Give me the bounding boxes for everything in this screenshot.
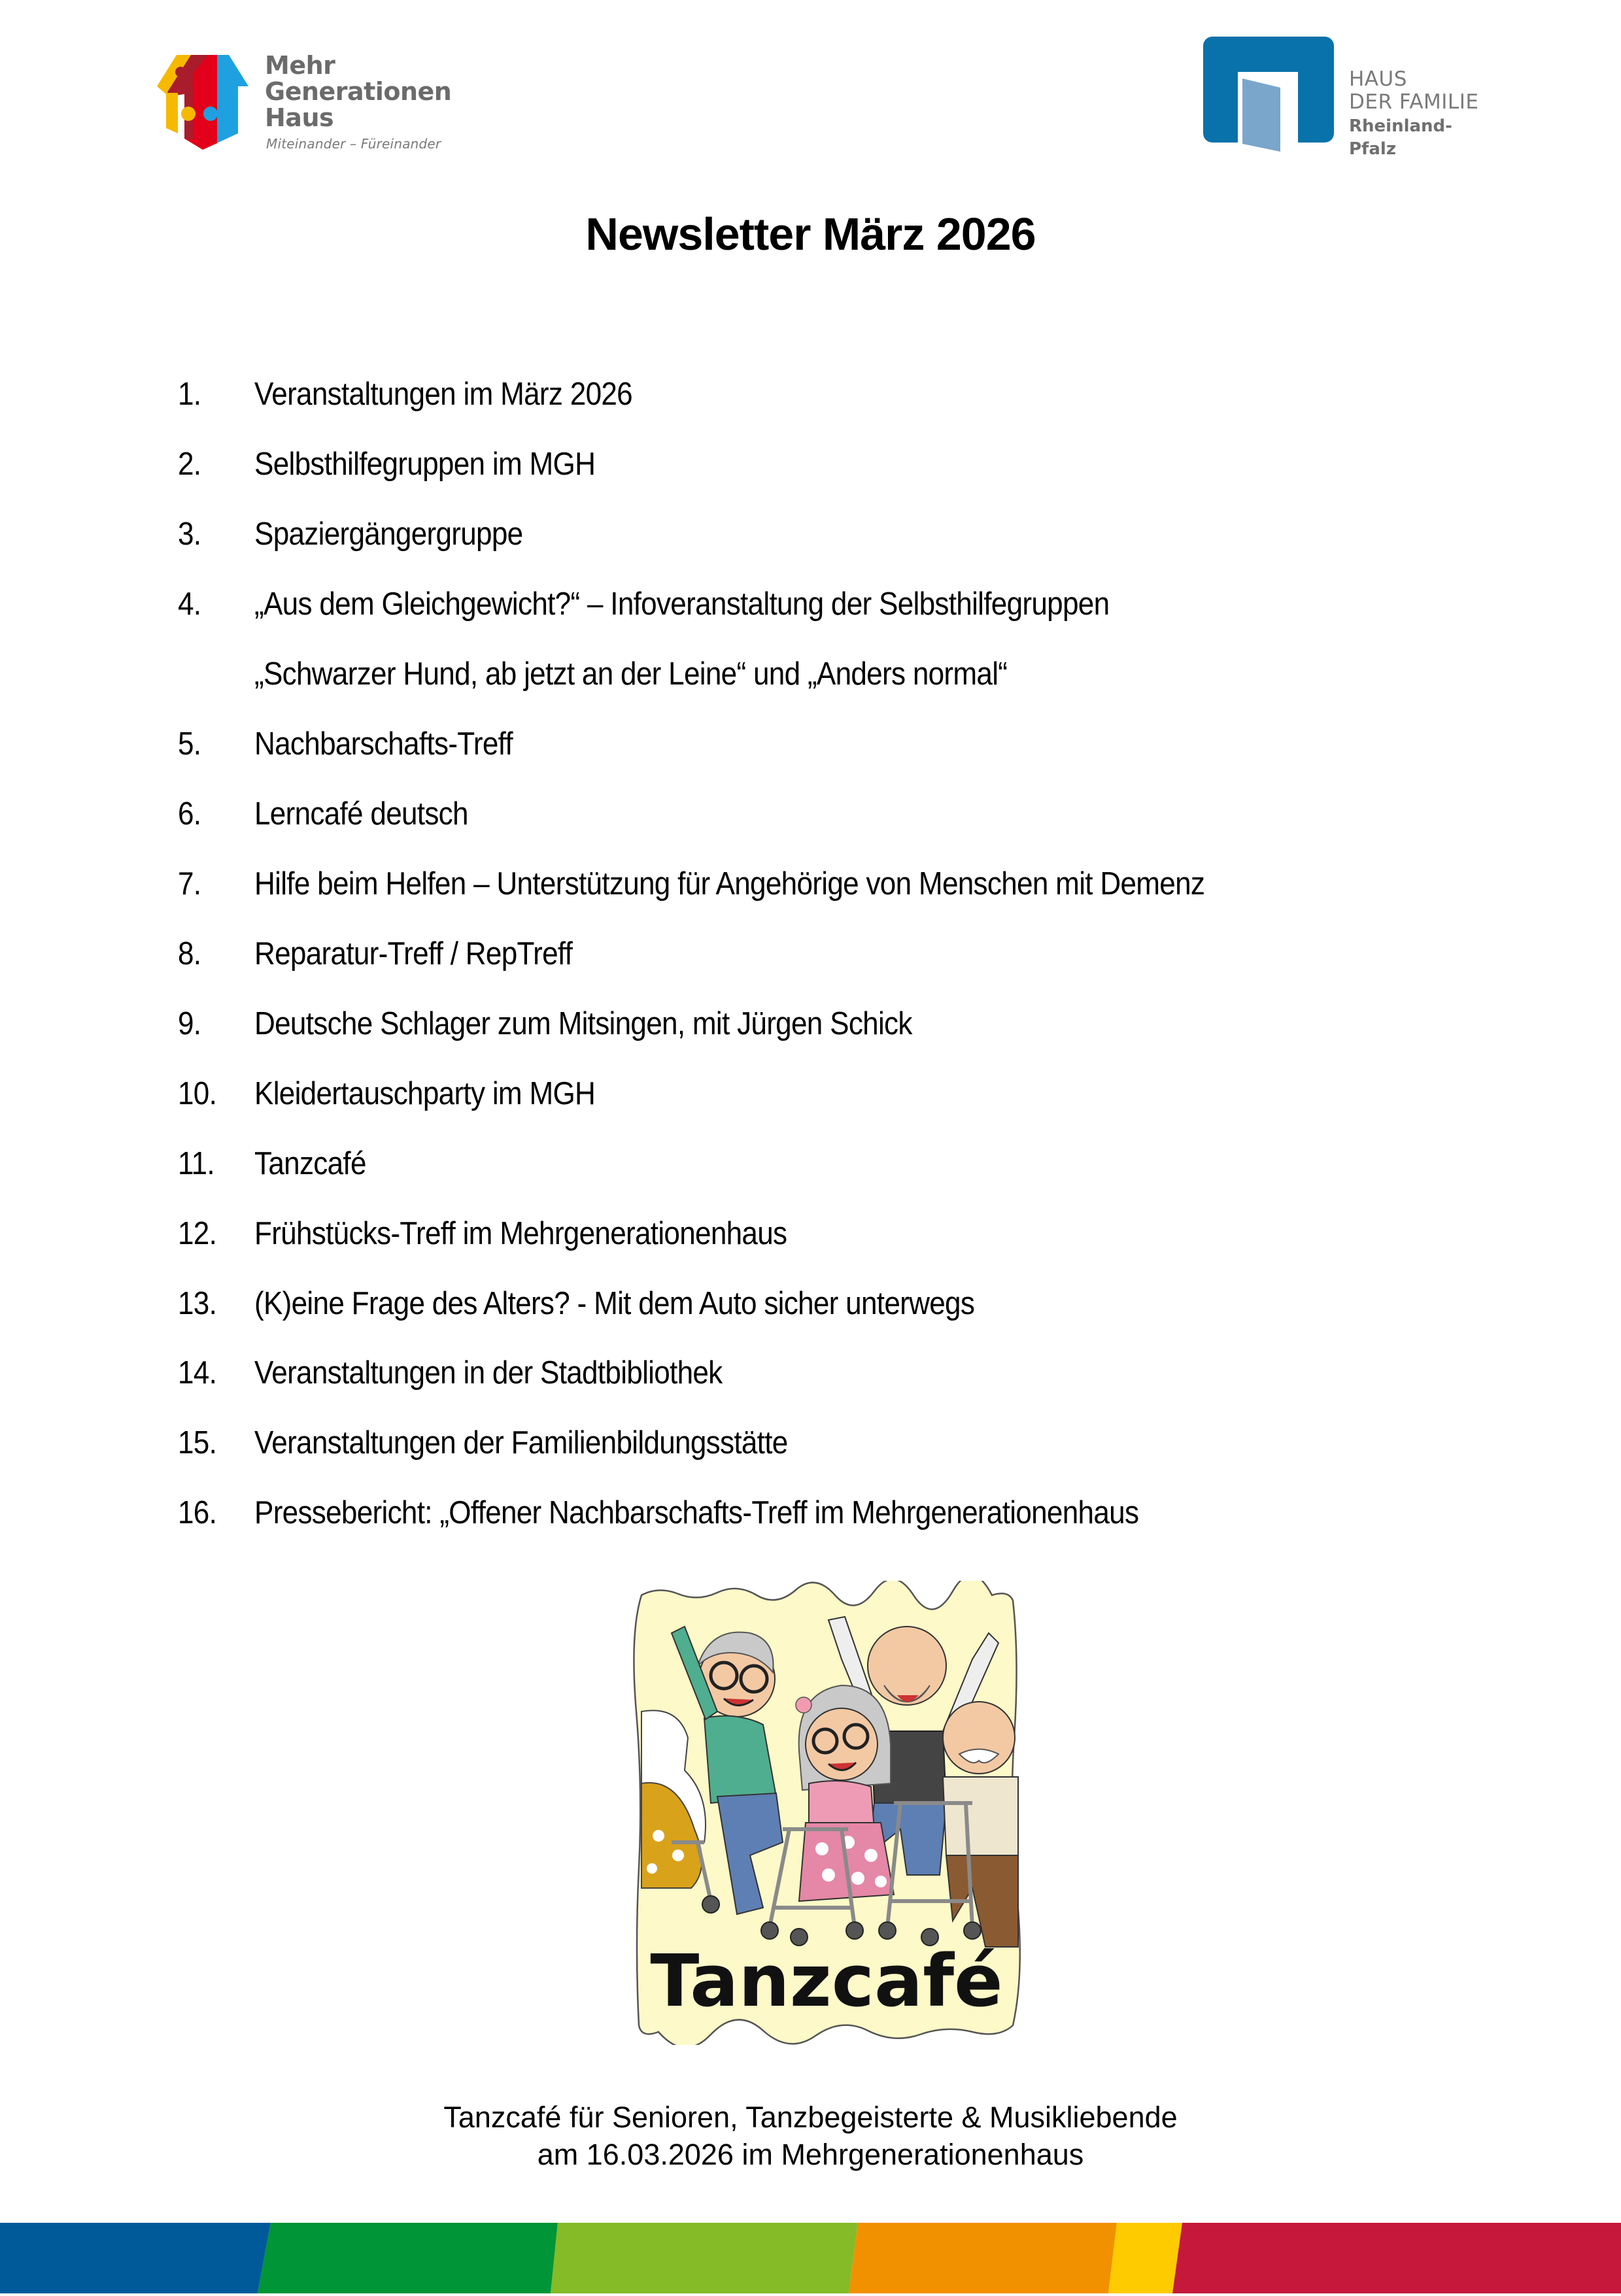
toc-item (178, 928, 572, 980)
page-title: Newsletter März 2026 (585, 209, 1036, 260)
caption-line1: Tanzcafé für Senioren, Tanzbegeisterte & Musikliebende (443, 2101, 1178, 2134)
toc-text: Deutsche Schlager zum Mitsingen, mit Jürgen Schick (254, 1006, 912, 1041)
logo-text-region: Rheinland-Pfalz (1349, 116, 1452, 159)
toc-number: 3. (178, 516, 201, 552)
toc-text: Tanzcafé (254, 1146, 366, 1181)
toc-number: 11. (178, 1146, 214, 1181)
dancing-seniors-image (632, 1581, 1021, 2045)
toc-item-continuation (178, 648, 1007, 700)
toc-item (178, 1347, 723, 1399)
toc-item (178, 998, 912, 1050)
toc-text: „Schwarzer Hund, ab jetzt an der Leine“ und „Anders normal“ (254, 656, 1008, 692)
toc-number: 13. (178, 1286, 217, 1321)
toc-item (178, 1068, 595, 1120)
toc-number: 14. (178, 1355, 217, 1391)
toc-item (178, 718, 513, 770)
toc-number: 9. (178, 1006, 201, 1041)
toc-item (178, 788, 468, 840)
logo-tagline: Miteinander – Füreinander (266, 136, 441, 152)
toc-item (178, 1207, 787, 1260)
logo-text-der-familie: DER FAMILIE (1349, 90, 1479, 114)
haus-der-familie-logo (1202, 34, 1490, 159)
toc-text: Hilfe beim Helfen – Unterstützung für Angehörige von Menschen mit Demenz (254, 866, 1205, 902)
rainbow-stripes-decoration (0, 2223, 1621, 2293)
mehrgenerationenhaus-logo (157, 51, 452, 156)
open-door-icon (1202, 34, 1339, 155)
toc-number: 12. (178, 1216, 217, 1251)
toc-number: 7. (178, 866, 201, 902)
toc-text: Nachbarschafts-Treff (254, 726, 513, 762)
toc-text: Selbsthilfegruppen im MGH (254, 447, 596, 482)
toc-item (178, 1417, 788, 1469)
toc-number: 2. (178, 447, 201, 482)
toc-item (178, 508, 522, 560)
toc-text: (K)eine Frage des Alters? - Mit dem Auto sicher unterwegs (254, 1286, 975, 1321)
toc-text: Spaziergängergruppe (254, 516, 523, 552)
toc-number: 6. (178, 796, 201, 832)
event-caption (0, 2099, 1621, 2173)
logo-text-haus: HAUS (1349, 67, 1407, 91)
toc-item (178, 438, 595, 490)
toc-text: Frühstücks-Treff im Mehrgenerationenhaus (254, 1216, 787, 1251)
toc-number: 16. (178, 1495, 217, 1530)
logo-text-line3: Haus (265, 103, 334, 132)
puzzle-house-icon (157, 55, 248, 150)
tanzcafe-illustration (632, 1581, 1021, 2045)
tanzcafe-label: Tanzcafé (650, 1939, 1003, 2023)
toc-text: Veranstaltungen der Familienbildungsstätte (254, 1425, 788, 1460)
toc-text: Pressebericht: „Offener Nachbarschafts-Treff im Mehrgenerationenhaus (254, 1495, 1139, 1530)
footer-color-bar (0, 2223, 1621, 2293)
toc-number: 4. (178, 586, 201, 622)
toc-text: Veranstaltungen in der Stadtbibliothek (254, 1355, 723, 1391)
toc-number: 10. (178, 1076, 217, 1111)
toc-item (178, 368, 632, 420)
toc-text: Veranstaltungen im März 2026 (254, 377, 632, 412)
caption-line2: am 16.03.2026 im Mehrgenerationenhaus (537, 2138, 1084, 2171)
toc-text: Lerncafé deutsch (254, 796, 468, 832)
logo-text-line1: Mehr (265, 51, 335, 80)
toc-item (178, 1138, 366, 1190)
toc-item (178, 1487, 1138, 1539)
toc-item (178, 578, 1109, 630)
toc-number: 15. (178, 1425, 217, 1460)
toc-number: 8. (178, 936, 201, 971)
logo-text-line2: Generationen (265, 77, 452, 106)
toc-number: 5. (178, 726, 201, 762)
toc-number: 1. (178, 377, 201, 412)
toc-item (178, 1277, 974, 1330)
toc-text: „Aus dem Gleichgewicht?“ – Infoveranstaltung der Selbsthilfegruppen (254, 586, 1110, 622)
toc-text: Kleidertauschparty im MGH (254, 1076, 596, 1111)
toc-item (178, 858, 1204, 910)
toc-text: Reparatur-Treff / RepTreff (254, 936, 573, 971)
